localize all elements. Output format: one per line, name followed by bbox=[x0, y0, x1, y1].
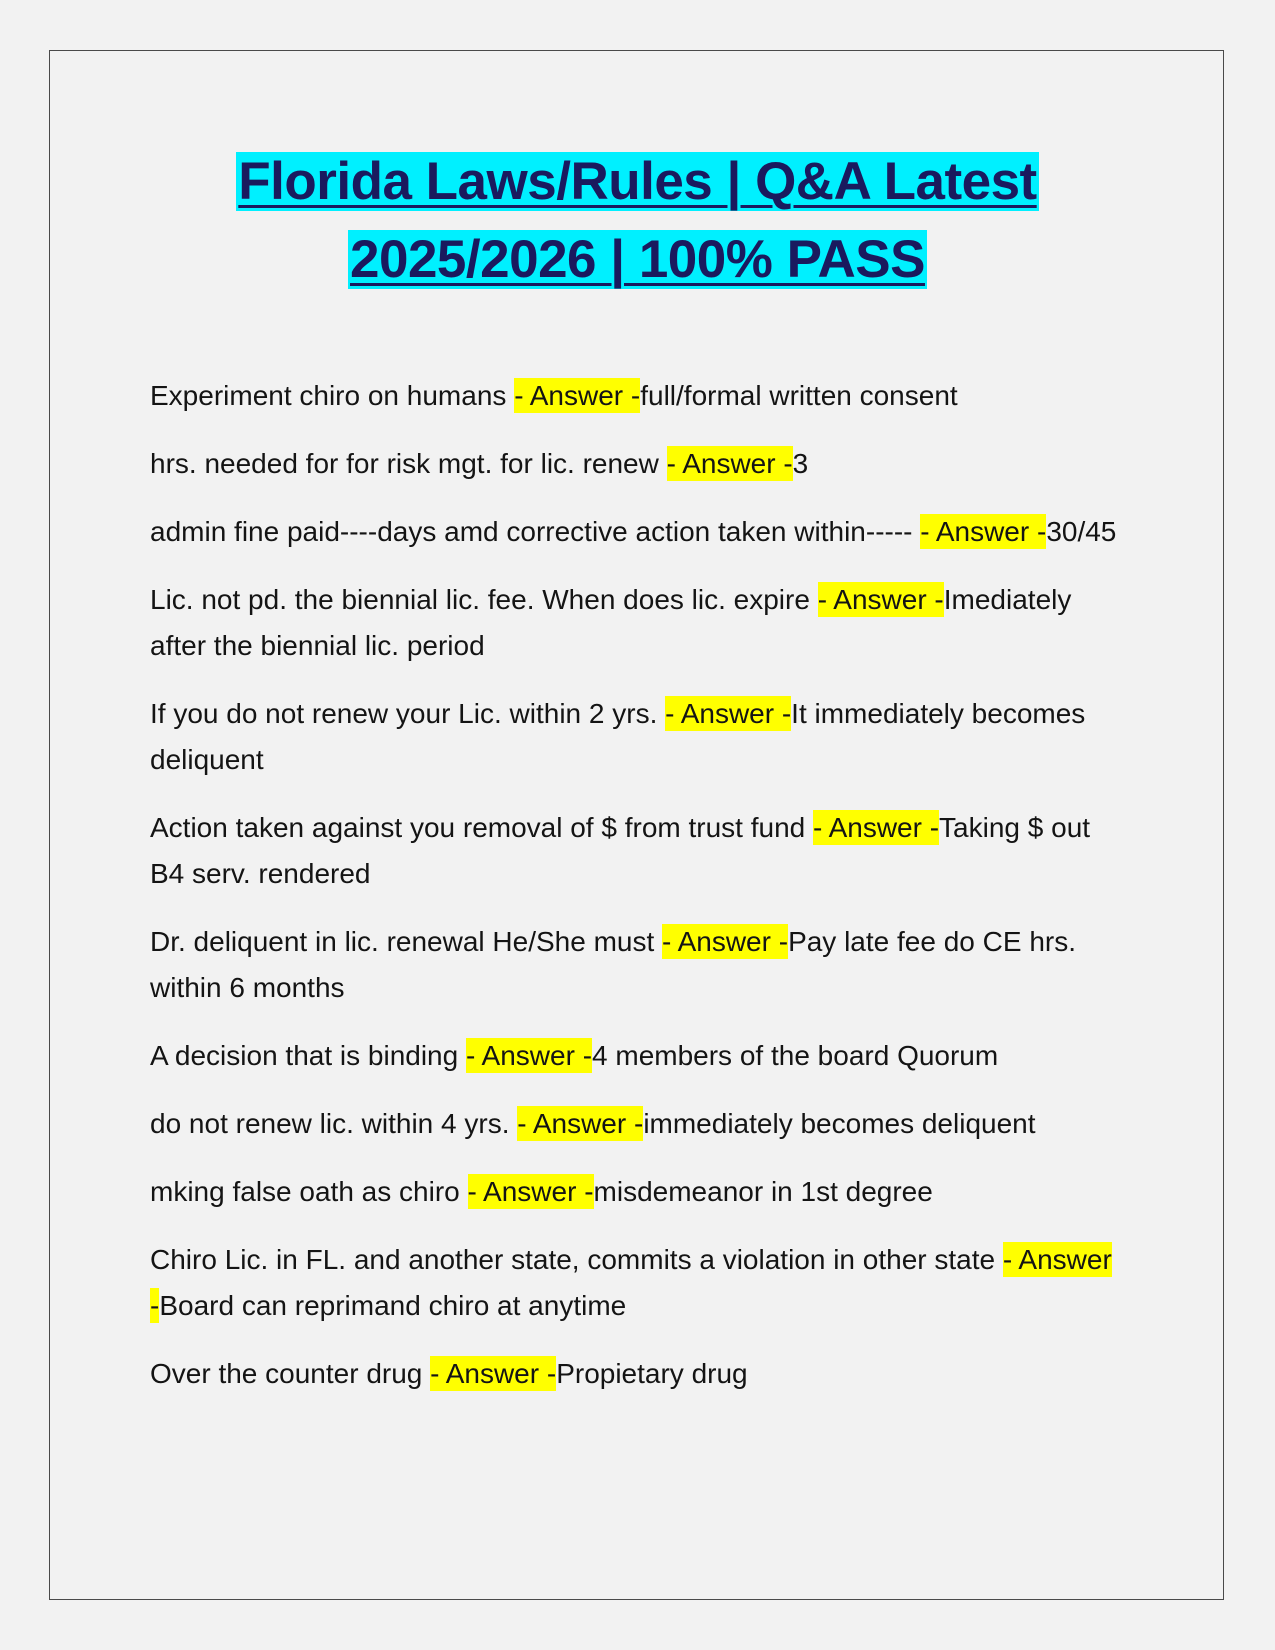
answer-text: 3 bbox=[792, 448, 809, 479]
answer-marker: - Answer - bbox=[467, 1176, 594, 1207]
answer-marker: - Answer - bbox=[813, 812, 940, 843]
question-text: Chiro Lic. in FL. and another state, commits a violation in other state bbox=[150, 1244, 1003, 1275]
answer-text: Propietary drug bbox=[556, 1358, 748, 1389]
question-text: Action taken against you removal of $ from trust fund bbox=[150, 812, 814, 843]
qa-list bbox=[150, 373, 1125, 1419]
answer-text: misdemeanor in 1st degree bbox=[593, 1176, 933, 1207]
question-text: do not renew lic. within 4 yrs. bbox=[150, 1108, 518, 1139]
answer-text: Board can reprimand chiro at anytime bbox=[159, 1290, 627, 1321]
qa-item-12 bbox=[150, 1351, 1125, 1397]
question-text: A decision that is binding bbox=[150, 1040, 466, 1071]
answer-text: It immediately becomes deliquent bbox=[150, 698, 1086, 775]
answer-marker: - Answer - bbox=[666, 448, 793, 479]
qa-item-7 bbox=[150, 919, 1125, 1011]
answer-marker: - Answer - bbox=[517, 1108, 644, 1139]
question-text: Dr. deliquent in lic. renewal He/She must bbox=[150, 926, 663, 957]
question-text: If you do not renew your Lic. within 2 yrs. bbox=[150, 698, 666, 729]
title-line-2: 2025/2026 | 100% PASS bbox=[350, 230, 925, 289]
qa-item-3 bbox=[150, 509, 1125, 555]
answer-text: immediately becomes deliquent bbox=[643, 1108, 1036, 1139]
qa-item-6 bbox=[150, 805, 1125, 897]
qa-item-2 bbox=[150, 441, 1125, 487]
document-title bbox=[236, 143, 1038, 299]
answer-marker: - Answer - bbox=[817, 584, 944, 615]
qa-item-4 bbox=[150, 577, 1125, 669]
qa-item-1 bbox=[150, 373, 1125, 419]
title-line-1: Florida Laws/Rules | Q&A Latest bbox=[238, 152, 1037, 211]
answer-text: Taking $ out B4 serv. rendered bbox=[150, 812, 1091, 889]
question-text: Experiment chiro on humans bbox=[150, 380, 515, 411]
question-text: mking false oath as chiro bbox=[150, 1176, 468, 1207]
question-text: Over the counter drug bbox=[150, 1358, 431, 1389]
qa-item-9 bbox=[150, 1101, 1125, 1147]
answer-text: 30/45 bbox=[1046, 516, 1117, 547]
answer-text: Imediately after the biennial lic. period bbox=[150, 584, 1072, 661]
answer-marker: - Answer - bbox=[662, 926, 789, 957]
answer-text: full/formal written consent bbox=[640, 380, 958, 411]
answer-marker: - Answer - bbox=[920, 516, 1047, 547]
qa-item-5 bbox=[150, 691, 1125, 783]
qa-item-11 bbox=[150, 1237, 1125, 1329]
answer-marker: - Answer - bbox=[514, 380, 641, 411]
title-block bbox=[0, 143, 1275, 299]
answer-marker: - Answer - bbox=[150, 1244, 1112, 1321]
answer-marker: - Answer - bbox=[430, 1358, 557, 1389]
question-text: hrs. needed for for risk mgt. for lic. renew bbox=[150, 448, 667, 479]
answer-text: 4 members of the board Quorum bbox=[592, 1040, 999, 1071]
answer-text: Pay late fee do CE hrs. within 6 months bbox=[150, 926, 1076, 1003]
question-text: admin fine paid----days amd corrective action taken within----- bbox=[150, 516, 921, 547]
answer-marker: - Answer - bbox=[665, 698, 792, 729]
answer-marker: - Answer - bbox=[465, 1040, 593, 1071]
question-text: Lic. not pd. the biennial lic. fee. When does lic. expire bbox=[150, 584, 818, 615]
qa-item-8 bbox=[150, 1033, 1125, 1079]
qa-item-10 bbox=[150, 1169, 1125, 1215]
